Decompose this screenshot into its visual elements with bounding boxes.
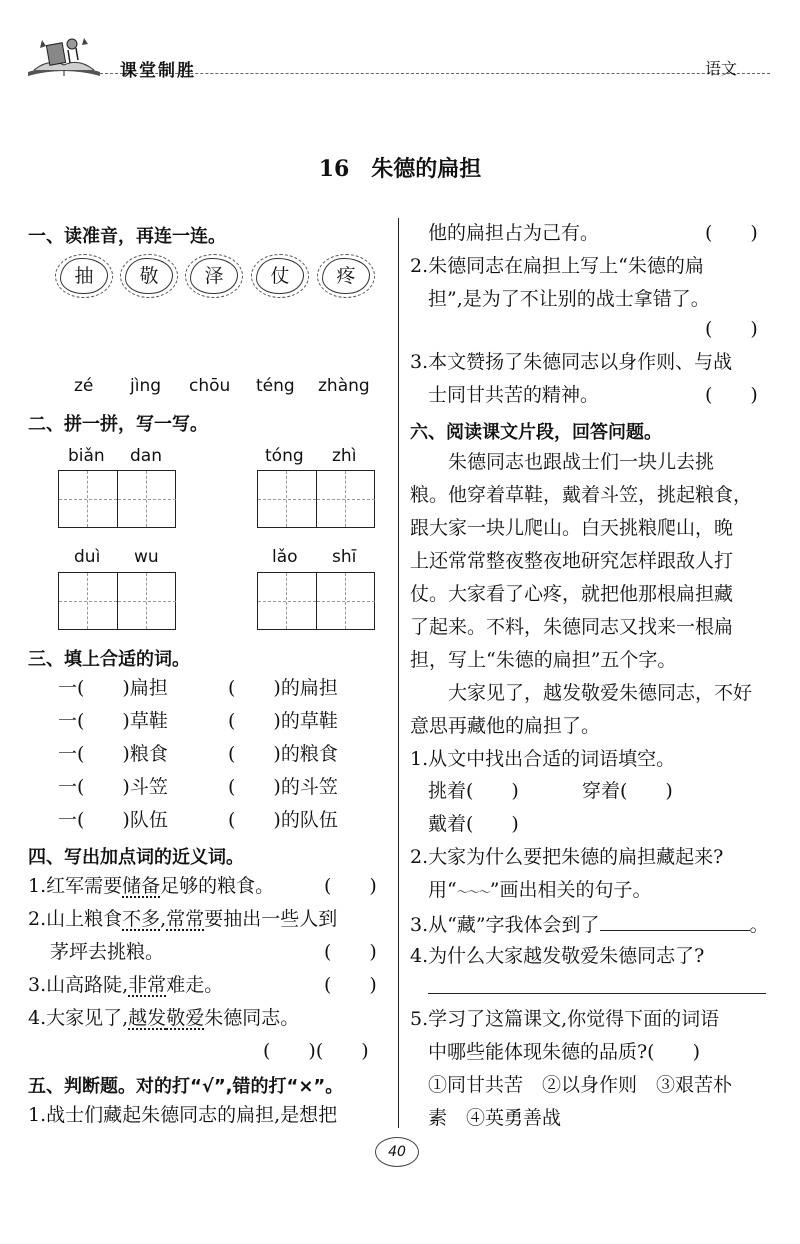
fill-item: 挑着( ) [428, 780, 519, 802]
brand-title: 课堂制胜 [120, 61, 196, 81]
answer-paren: ( ) [705, 318, 758, 340]
pinyin-label: tóng [265, 446, 304, 466]
question-text: 3.从“藏”字我体会到了 。 [410, 914, 769, 936]
pinyin-option: téng [256, 376, 295, 396]
fill-item: 一( )扁担 [58, 677, 168, 699]
question-text: 3.山高路陡,非常难走。 [28, 974, 224, 996]
question-text: 3.本文赞扬了朱德同志以身作则、与战 [410, 351, 733, 373]
passage-line: 了起来。不料，朱德同志又找来一根扁 [410, 616, 734, 638]
writing-grid[interactable] [257, 572, 375, 630]
question-text: 2.大家为什么要把朱德的扁担藏起来? [410, 846, 724, 868]
answer-paren: ( ) [324, 941, 377, 963]
char-flower: 敬 [125, 258, 173, 294]
passage-line: 大家见了，越发敬爱朱德同志，不好 [448, 682, 753, 704]
question-text: 2.山上粮食不多,常常要抽出一些人到 [28, 908, 338, 930]
passage-line: 担，写上“朱德的扁担”五个字。 [410, 649, 677, 671]
answer-paren: ( ) [705, 384, 758, 406]
fill-item: ( )的斗笠 [228, 776, 338, 798]
question-text: 1.红军需要储备足够的粮食。 [28, 875, 275, 897]
char-flower: 泽 [190, 258, 238, 294]
pinyin-option: chōu [189, 376, 231, 396]
page-number: 40 [375, 1137, 419, 1167]
subject-label: 语文 [705, 59, 738, 78]
question-text: 1.从文中找出合适的词语填空。 [410, 748, 676, 770]
fill-item: 一( )草鞋 [58, 710, 168, 732]
fill-item: 一( )队伍 [58, 809, 168, 831]
pinyin-label: duì [74, 547, 101, 567]
answer-paren: ( ) [324, 974, 377, 996]
pinyin-label: shī [332, 547, 357, 567]
writing-grid[interactable] [257, 470, 375, 528]
fill-item: 穿着( ) [582, 780, 673, 802]
lesson-title: 16 朱德的扁担 [318, 156, 482, 182]
section2-heading: 二、拼一拼，写一写。 [28, 414, 208, 435]
section1-heading: 一、读准音，再连一连。 [28, 226, 226, 247]
option-text: ①同甘共苦 ②以身作则 ③艰苦朴 [428, 1074, 733, 1096]
writing-grid[interactable] [58, 572, 176, 630]
answer-line[interactable] [428, 993, 766, 994]
book-logo-icon [24, 30, 104, 80]
question-text: 中哪些能体现朱德的品质?( ) [428, 1041, 701, 1063]
answer-paren: ( ) [705, 222, 758, 244]
question-text: 1.战士们藏起朱德同志的扁担,是想把 [28, 1104, 338, 1126]
writing-grid[interactable] [58, 470, 176, 528]
question-text: 4.为什么大家越发敬爱朱德同志了? [410, 945, 705, 967]
section6-heading: 六、阅读课文片段，回答问题。 [410, 422, 662, 443]
fill-item: 戴着( ) [428, 813, 519, 835]
fill-item: 一( )粮食 [58, 743, 168, 765]
question-text: 士同甘共苦的精神。 [428, 384, 600, 406]
char-flower: 疼 [322, 258, 370, 294]
pinyin-option: zé [74, 376, 94, 396]
passage-line: 上还常常整夜整夜地研究怎样跟敌人打 [410, 550, 734, 572]
answer-paren: ( )( ) [263, 1040, 369, 1062]
question-text: 用“～～～”画出相关的句子。 [428, 879, 652, 901]
wavy-line-mark: ～～～ [456, 885, 490, 899]
pinyin-label: lǎo [272, 547, 298, 567]
section3-heading: 三、填上合适的词。 [28, 649, 190, 670]
fill-item: 一( )斗笠 [58, 776, 168, 798]
pinyin-label: wu [134, 547, 159, 567]
column-divider [398, 218, 399, 1128]
passage-line: 粮。他穿着草鞋，戴着斗笠，挑起粮食， [410, 484, 753, 506]
section5-heading: 五、判断题。对的打“√”,错的打“×”。 [28, 1076, 344, 1097]
char-flower: 抽 [60, 258, 108, 294]
header-rule [100, 73, 770, 74]
question-text: 他的扁担占为己有。 [428, 222, 600, 244]
question-text: 担”,是为了不让别的战士拿错了。 [428, 288, 710, 310]
pinyin-label: zhì [332, 446, 357, 466]
question-text: 4.大家见了,越发敬爱朱德同志。 [28, 1007, 300, 1029]
answer-blank[interactable] [600, 912, 750, 931]
question-text: 2.朱德同志在扁担上写上“朱德的扁 [410, 255, 704, 277]
pinyin-option: jìng [130, 376, 162, 396]
option-text: 素 ④英勇善战 [428, 1107, 562, 1129]
pinyin-label: biǎn [68, 446, 105, 466]
question-text: 茅坪去挑粮。 [50, 941, 165, 963]
passage-line: 仗。大家看了心疼，就把他那根扁担藏 [410, 583, 734, 605]
section4-heading: 四、写出加点词的近义词。 [28, 847, 244, 868]
fill-item: ( )的队伍 [228, 809, 338, 831]
passage-line: 意思再藏他的扁担了。 [410, 715, 601, 737]
char-flower: 仗 [256, 258, 304, 294]
fill-item: ( )的扁担 [228, 677, 338, 699]
pinyin-option: zhàng [318, 376, 370, 396]
fill-item: ( )的粮食 [228, 743, 338, 765]
answer-paren: ( ) [324, 875, 377, 897]
passage-line: 朱德同志也跟战士们一块儿去挑 [448, 451, 715, 473]
passage-line: 跟大家一块儿爬山。白天挑粮爬山，晚 [410, 517, 734, 539]
fill-item: ( )的草鞋 [228, 710, 338, 732]
question-text: 5.学习了这篇课文,你觉得下面的词语 [410, 1008, 720, 1030]
pinyin-label: dan [130, 446, 162, 466]
